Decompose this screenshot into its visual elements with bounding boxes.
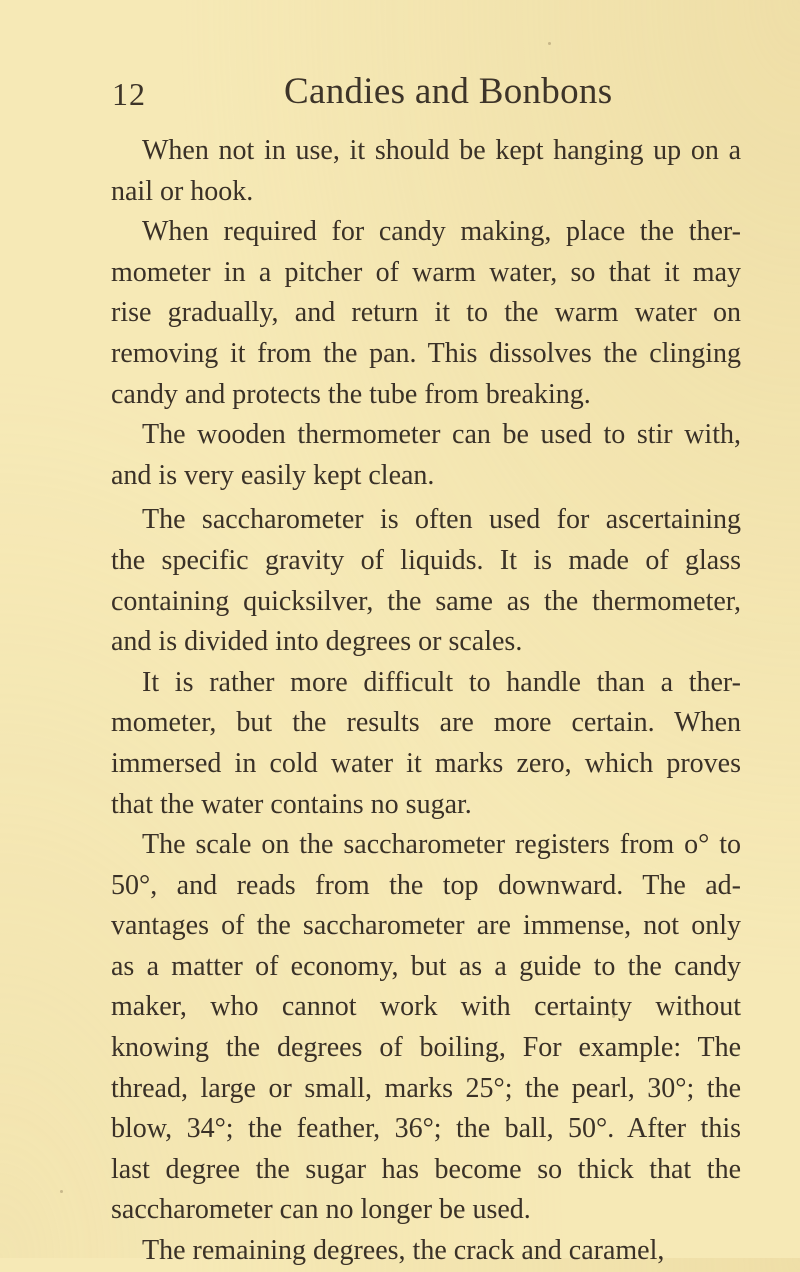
text-line: candy and protects the tube from breaking. <box>111 378 591 410</box>
text-line: removing it from the pan. This dissolves the clinging <box>111 337 741 369</box>
text-line: knowing the degrees of boiling, For example: The <box>111 1032 741 1064</box>
page-number: 12 <box>112 76 146 112</box>
text-line: The saccharometer is often used for ascertaining <box>142 504 741 536</box>
text-line: The remaining degrees, the crack and caramel, <box>142 1235 665 1267</box>
text-line: and is divided into degrees or scales. <box>111 626 523 658</box>
text-line: 50°, and reads from the top downward. The ad- <box>111 869 741 901</box>
text-line: and is very easily kept clean. <box>111 459 435 491</box>
text-line: saccharometer can no longer be used. <box>111 1194 531 1226</box>
text-line: as a matter of economy, but as a guide to the candy <box>111 950 741 982</box>
text-line: immersed in cold water it marks zero, which proves <box>111 747 741 779</box>
text-line: It is rather more difficult to handle than a ther- <box>142 666 741 698</box>
running-title: Candies and Bonbons <box>284 71 613 112</box>
paper-speck <box>548 42 551 45</box>
text-line: The scale on the saccharometer registers from o° to <box>142 829 741 861</box>
text-line: that the water contains no sugar. <box>111 788 472 820</box>
text-line: the specific gravity of liquids. It is made of glass <box>111 544 741 576</box>
text-line: containing quicksilver, the same as the thermometer, <box>111 585 741 617</box>
body-text <box>111 131 741 1272</box>
text-line: vantages of the saccharometer are immense, not only <box>111 910 741 942</box>
paper-speck <box>60 1190 63 1193</box>
text-line: nail or hook. <box>111 175 254 207</box>
text-line: When not in use, it should be kept hanging up on a <box>142 135 741 166</box>
text-line: blow, 34°; the feather, 36°; the ball, 50°. After this <box>111 1113 741 1145</box>
text-line: When required for candy making, place the ther- <box>142 216 741 248</box>
text-line: rise gradually, and return it to the warm water on <box>111 297 741 329</box>
text-line: maker, who cannot work with certainty without <box>111 991 741 1023</box>
text-line: The wooden thermometer can be used to stir with, <box>142 419 741 451</box>
text-line: last degree the sugar has become so thick that the <box>111 1153 741 1185</box>
text-line: mometer, but the results are more certain. When <box>111 707 741 739</box>
paper-speck <box>612 1015 615 1018</box>
running-head <box>0 70 800 120</box>
text-line: mometer in a pitcher of warm water, so that it may <box>111 256 741 288</box>
text-line: thread, large or small, marks 25°; the pearl, 30°; the <box>111 1072 741 1104</box>
